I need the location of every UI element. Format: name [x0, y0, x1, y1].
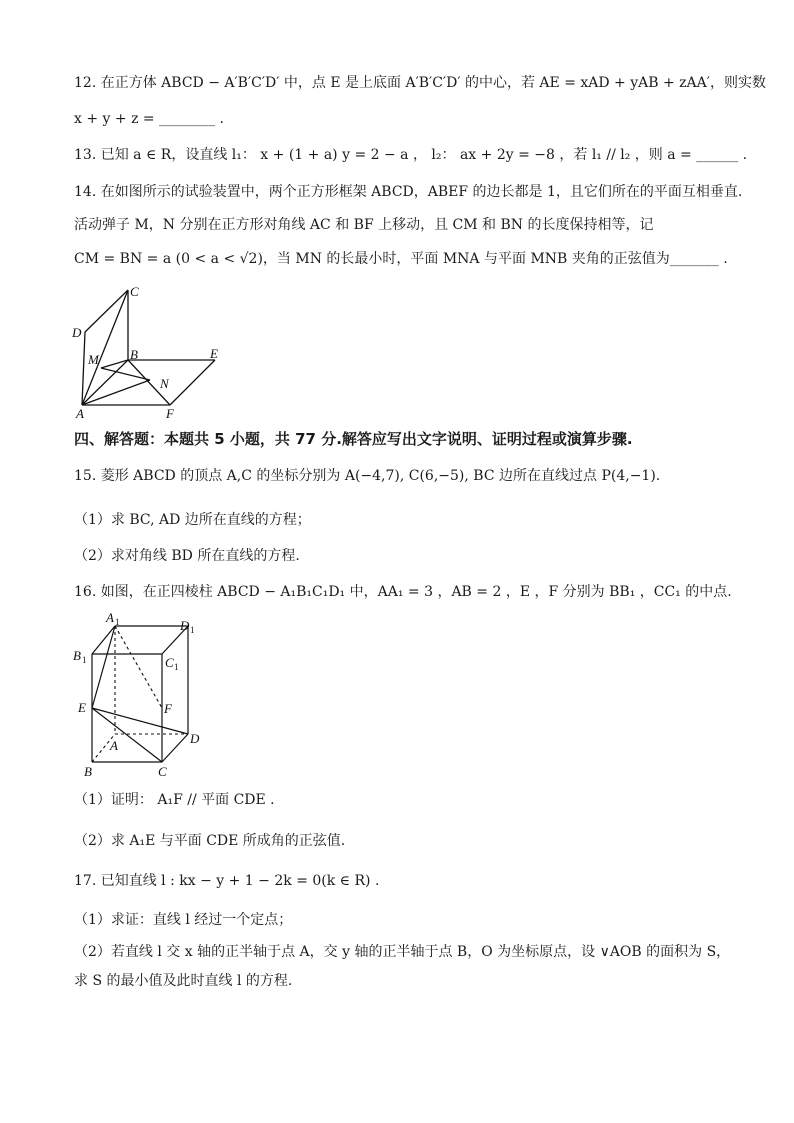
fig1-label-D: D [72, 325, 82, 340]
figure-prism [70, 610, 220, 782]
q17-part-1: （1）求证：直线 l 经过一个定点； [74, 912, 293, 928]
fig2-label-C: C [158, 764, 167, 779]
q17-line-1: 17. 已知直线 l : kx − y + 1 − 2k = 0(k ∈ R) . [74, 873, 380, 889]
q14-line-1: 14. 在如图所示的试验装置中，两个正方形框架 ABCD，ABEF 的边长都是 1，且它们所在的平面互相垂直. [74, 184, 743, 200]
fig2-label-A: A [110, 738, 118, 753]
q12-line-2: x + y + z = ________ . [74, 111, 224, 127]
figure-two-squares [70, 282, 230, 422]
fig1-label-M: M [88, 352, 99, 367]
fig2-label-B1-sub: 1 [82, 655, 87, 665]
fig2-label-A1-sub: 1 [115, 617, 120, 627]
q14-line-3: CM = BN = a (0 < a < √2)，当 MN 的长最小时，平面 MNA 与平面 MNB 夹角的正弦值为_______ . [74, 251, 728, 267]
fig1-label-E: E [210, 346, 218, 361]
q16-part-1: （1）证明： A₁F // 平面 CDE . [74, 792, 275, 808]
fig1-label-N: N [160, 376, 169, 391]
fig2-label-C1-sub: 1 [174, 662, 179, 672]
fig2-label-A1: A [106, 610, 114, 625]
q15-part-1: （1）求 BC, AD 边所在直线的方程； [74, 512, 311, 528]
q14-line-2: 活动弹子 M，N 分别在正方形对角线 AC 和 BF 上移动，且 CM 和 BN 的长度保持相等，记 [74, 217, 654, 233]
fig2-label-D: D [190, 731, 200, 746]
q13-line-1: 13. 已知 a ∈ R，设直线 l₁： x + (1 + a) y = 2 − a ， l₂： ax + 2y = −8 ，若 l₁ // l₂ ，则 a = ______ . [74, 147, 748, 163]
fig1-label-F: F [166, 406, 174, 421]
q15-part-2: （2）求对角线 BD 所在直线的方程. [74, 548, 300, 564]
fig1-label-C: C [130, 284, 139, 299]
section-4-heading: 四、解答题：本题共 5 小题，共 77 分.解答应写出文字说明、证明过程或演算步骤. [74, 430, 633, 448]
fig2-label-B1: B [73, 648, 81, 663]
fig2-label-B: B [84, 764, 92, 779]
fig1-label-B: B [130, 347, 138, 362]
q16-part-2: （2）求 A₁E 与平面 CDE 所成角的正弦值. [74, 833, 346, 849]
q17-part-3: 求 S 的最小值及此时直线 l 的方程. [74, 973, 293, 989]
fig2-label-E: E [78, 700, 86, 715]
q17-part-2: （2）若直线 l 交 x 轴的正半轴于点 A，交 y 轴的正半轴于点 B，O 为坐标原点，设 ∨AOB 的面积为 S， [74, 944, 731, 960]
q15-line-1: 15. 菱形 ABCD 的顶点 A,C 的坐标分别为 A(−4,7), C(6,−5), BC 边所在直线过点 P(4,−1). [74, 468, 661, 484]
q12-line-1: 12. 在正方体 ABCD − A′B′C′D′ 中，点 E 是上底面 A′B′C′D′ 的中心，若 AE = xAD + yAB + zAA′，则实数 [74, 75, 766, 91]
fig2-label-D1-sub: 1 [190, 625, 195, 635]
fig1-label-A: A [76, 406, 84, 421]
fig2-label-C1: C [165, 655, 174, 670]
fig2-label-D1: D [180, 618, 190, 633]
q16-line-1: 16. 如图，在正四棱柱 ABCD − A₁B₁C₁D₁ 中，AA₁ = 3 ，AB = 2 ，E ，F 分别为 BB₁ ，CC₁ 的中点. [74, 584, 732, 600]
fig2-label-F: F [164, 701, 172, 716]
